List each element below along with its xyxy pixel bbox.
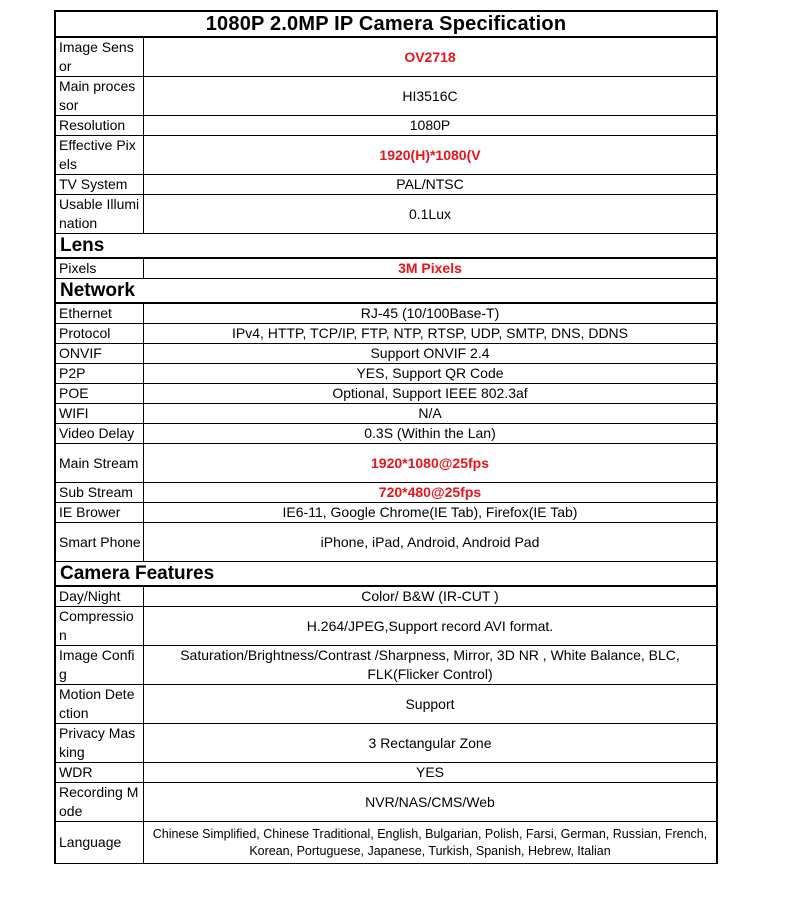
spec-label: Day/Night xyxy=(56,587,144,606)
spec-row-wdr xyxy=(54,763,718,783)
spec-value: NVR/NAS/CMS/Web xyxy=(365,793,495,810)
spec-value: IPv4, HTTP, TCP/IP, FTP, NTP, RTSP, UDP, SMTP, DNS, DDNS xyxy=(231,325,628,341)
spec-label: Language xyxy=(56,822,144,863)
spec-row-p2p xyxy=(54,364,718,384)
spec-row-image-sensor xyxy=(54,38,718,77)
spec-row-ie-brower xyxy=(54,503,718,523)
spec-row-smart-phone xyxy=(54,523,718,562)
spec-value: iPhone, iPad, Android, Android Pad xyxy=(320,533,540,550)
spec-label: TV System xyxy=(56,175,144,194)
spec-label: WIFI xyxy=(56,404,144,423)
spec-value: IE6-11, Google Chrome(IE Tab), Firefox(IE Tab) xyxy=(282,504,578,520)
section-heading-lens: Lens xyxy=(54,234,718,259)
spec-row-video-delay xyxy=(54,424,718,444)
spec-label: ONVIF xyxy=(56,344,144,363)
section-heading-network: Network xyxy=(54,279,718,304)
spec-label: Sub Stream xyxy=(56,483,144,502)
spec-row-protocol xyxy=(54,324,718,344)
spec-row-recording-mode xyxy=(54,783,718,822)
spec-value: 3M Pixels xyxy=(398,260,462,276)
spec-label: Ethernet xyxy=(56,304,144,323)
general-section xyxy=(54,38,718,234)
spec-label: Video Delay xyxy=(56,424,144,443)
spec-value: 1920(H)*1080(V xyxy=(379,146,481,163)
spec-row-main-processor xyxy=(54,77,718,116)
spec-value: Chinese Simplified, Chinese Traditional, English, Bulgarian, Polish, Farsi, German, Russian, French, Korean, Portuguese, Japanese, Turkish, Spanish, Hebrew, Italian xyxy=(152,826,708,858)
spec-row-resolution xyxy=(54,116,718,136)
spec-row-day-night xyxy=(54,587,718,607)
spec-value: H.264/JPEG,Support record AVI format. xyxy=(306,617,554,634)
spec-value: YES xyxy=(415,764,444,780)
lens-section xyxy=(54,259,718,279)
spec-value: Saturation/Brightness/Contrast /Sharpness, Mirror, 3D NR , White Balance, BLC, FLK(Flicker Control) xyxy=(180,647,680,682)
spec-value: 1080P xyxy=(409,117,451,133)
spec-label: IE Brower xyxy=(56,503,144,522)
spec-row-image-config xyxy=(54,646,718,685)
spec-value: Support ONVIF 2.4 xyxy=(370,345,490,361)
spec-label: Resolution xyxy=(56,116,144,135)
spec-row-sub-stream xyxy=(54,483,718,503)
spec-label: Image Config xyxy=(56,646,144,684)
spec-label: Usable Illumination xyxy=(56,195,144,233)
spec-row-ethernet xyxy=(54,304,718,324)
spec-value: N/A xyxy=(418,405,442,421)
spec-value: Support xyxy=(405,695,455,712)
spec-label: Privacy Masking xyxy=(56,724,144,762)
spec-label: Motion Detection xyxy=(56,685,144,723)
spec-row-privacy-masking xyxy=(54,724,718,763)
spec-row-motion-detection xyxy=(54,685,718,724)
spec-label: Recording Mode xyxy=(56,783,144,821)
section-heading-features: Camera Features xyxy=(54,562,718,587)
spec-value: Optional, Support IEEE 802.3af xyxy=(332,385,528,401)
spec-row-pixels xyxy=(54,259,718,279)
spec-value: PAL/NTSC xyxy=(396,176,464,192)
spec-label: WDR xyxy=(56,763,144,782)
spec-row-main-stream xyxy=(54,444,718,483)
spec-value: 0.1Lux xyxy=(408,205,452,222)
spec-value: 1920*1080@25fps xyxy=(371,454,489,471)
spec-row-language xyxy=(54,822,718,864)
spec-label: Protocol xyxy=(56,324,144,343)
spec-title: 1080P 2.0MP IP Camera Specification xyxy=(54,10,718,38)
spec-value: 3 Rectangular Zone xyxy=(368,734,492,751)
spec-label: Effective Pixels xyxy=(56,136,144,174)
spec-row-wifi xyxy=(54,404,718,424)
spec-label: Image Sensor xyxy=(56,38,144,76)
spec-label: POE xyxy=(56,384,144,403)
spec-row-usable-illumination xyxy=(54,195,718,234)
spec-value: OV2718 xyxy=(404,48,456,65)
spec-label: Main processor xyxy=(56,77,144,115)
spec-label: Main Stream xyxy=(56,444,144,482)
spec-label: Pixels xyxy=(56,259,144,278)
spec-label: Smart Phone xyxy=(56,523,144,561)
spec-value: HI3516C xyxy=(402,87,458,104)
network-section xyxy=(54,304,718,562)
spec-value: 720*480@25fps xyxy=(378,484,482,500)
spec-value: 0.3S (Within the Lan) xyxy=(364,425,496,441)
spec-row-poe xyxy=(54,384,718,404)
spec-row-effective-pixels xyxy=(54,136,718,175)
spec-label: P2P xyxy=(56,364,144,383)
spec-row-onvif xyxy=(54,344,718,364)
spec-label: Compression xyxy=(56,607,144,645)
spec-value: Color/ B&W (IR-CUT ) xyxy=(361,588,499,604)
spec-row-compression xyxy=(54,607,718,646)
spec-value: RJ-45 (10/100Base-T) xyxy=(360,305,500,321)
features-section xyxy=(54,587,718,864)
spec-value: YES, Support QR Code xyxy=(356,365,504,381)
spec-row-tv-system xyxy=(54,175,718,195)
spec-sheet xyxy=(54,10,718,864)
